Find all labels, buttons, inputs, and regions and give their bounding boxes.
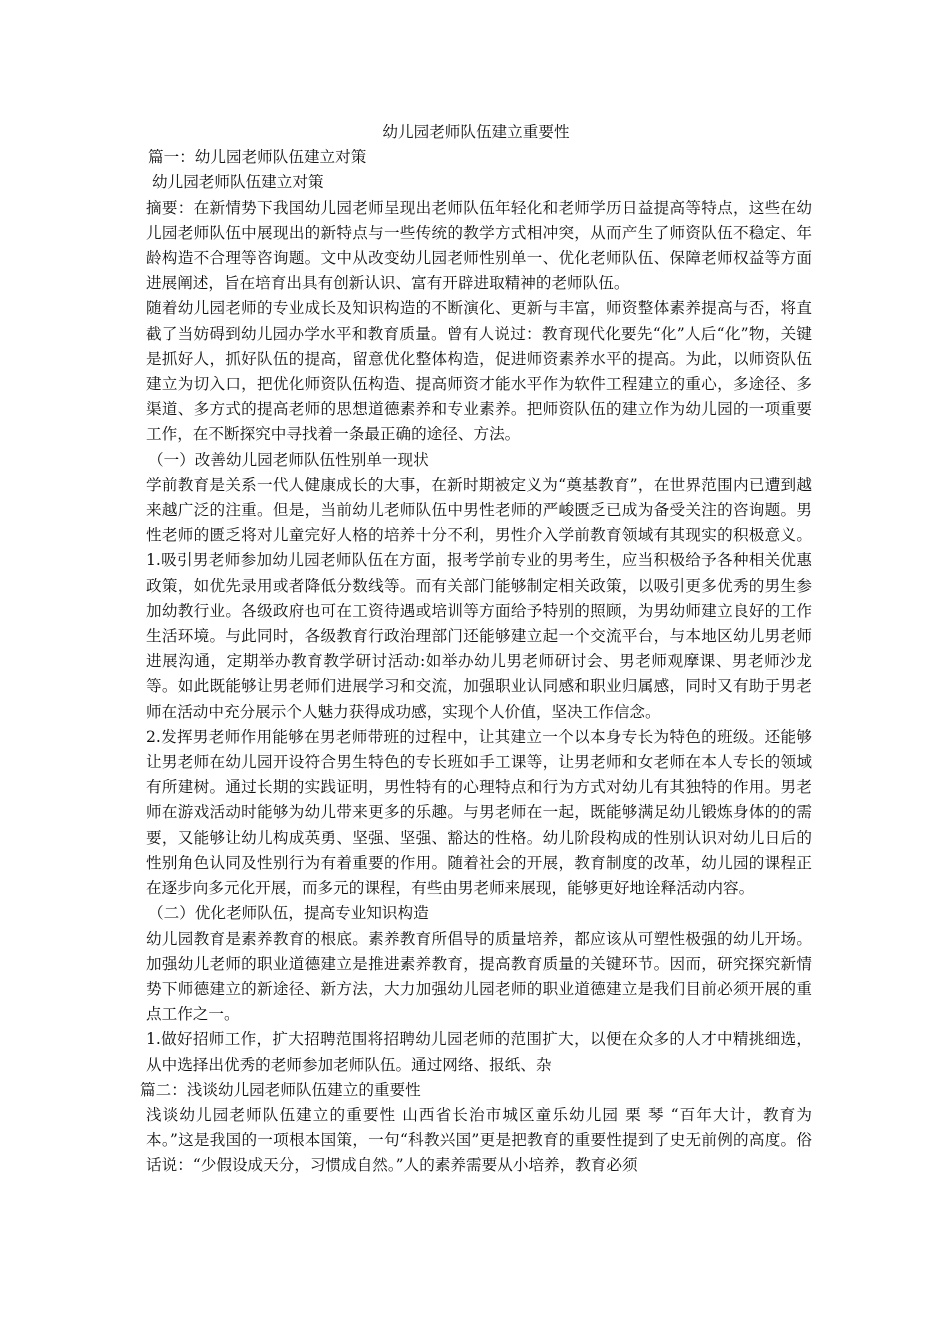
body-paragraph: 浅谈幼儿园老师队伍建立的重要性 山西省长治市城区童乐幼儿园 栗 琴 “百年大计，教育为本。”这是我国的一项根本国策，一句“科教兴国”更是把教育的重要性提到了史无前例的高度。俗话说：“少假设成天分，习惯成自然。”人的素养需要从小培养，教育必须 — [146, 1105, 812, 1175]
article-title: 幼儿园老师队伍建立对策 — [152, 173, 324, 192]
subsection-heading-two: （二）优化老师队伍，提高专业知识构造 — [148, 904, 429, 923]
body-paragraph: 学前教育是关系一代人健康成长的大事，在新时期被定义为“奠基教育”，在世界范围内已遭到越来越广泛的注重。但是，当前幼儿老师队伍中男性老师的严峻匮乏已成为备受关注的咨询题。男性老师的匮乏将对儿童完好人格的培养十分不利，男性介入学前教育领域有其现实的积极意义。 1.吸引男老师参加幼儿园老师队伍在方面，报考学前专业的男考生，应当积极给予各种相关优惠政策，如优先录用或者降低分数线等。而有关部门能够制定相关政策，以吸引更多优秀的男生参加幼教行业。各级政府也可在工资待遇或培训等方面给予特别的照顾，为男幼师建立良好的工作生活环境。与此同时，各级教育行政治理部门还能够建立起一个交流平台，与本地区幼儿男老师进展沟通，定期举办教育教学研讨活动:如举办幼儿男老师研讨会、男老师观摩课、男老师沙龙等。如此既能够让男老师们进展学习和交流，加强职业认同感和职业归属感，同时又有助于男老师在活动中充分展示个人魅力获得成功感，实现个人价值，坚决工作信念。 — [146, 475, 812, 721]
body-paragraph: 随着幼儿园老师的专业成长及知识构造的不断演化、更新与丰富，师资整体素养提高与否，将直截了当妨碍到幼儿园办学水平和教育质量。曾有人说过：教育现代化要先“化”人后“化”物，关键是抓好人，抓好队伍的提高，留意优化整体构造，促进师资素养水平的提高。为此，以师资队伍建立为切入口，把优化师资队伍构造、提高师资才能水平作为软件工程建立的重心，多途径、多渠道、多方式的提高老师的思想道德素养和专业素养。把师资队伍的建立作为幼儿园的一项重要工作，在不断探究中寻找着一条最正确的途径、方法。 — [146, 299, 812, 444]
document-page — [140, 120, 812, 1179]
document-title: 幼儿园老师队伍建立重要性 — [382, 123, 570, 141]
abstract-paragraph: 摘要：在新情势下我国幼儿园老师呈现出老师队伍年轻化和老师学历日益提高等特点，这些在幼儿园老师队伍中展现出的新特点与一些传统的教学方式相冲突，从而产生了师资队伍不稳定、年龄构造不合理等咨询题。文中从改变幼儿园老师性别单一、优化老师队伍、保障老师权益等方面进展阐述，旨在培育出具有创新认识、富有开辟进取精神的老师队伍。 — [146, 198, 812, 293]
body-paragraph: 幼儿园教育是素养教育的根底。素养教育所倡导的质量培养，都应该从可塑性极强的幼儿开场。加强幼儿老师的职业道德建立是推进素养教育，提高教育质量的关键环节。因而，研究探究新情势下师德建立的新途径、新方法，大力加强幼儿园老师的职业道德建立是我们目前必须开展的重点工作之一。 — [146, 929, 812, 1024]
section-heading-one: 篇一：幼儿园老师队伍建立对策 — [148, 148, 367, 167]
section-heading-two: 篇二：浅谈幼儿园老师队伍建立的重要性 — [140, 1080, 421, 1099]
body-paragraph: 2.发挥男老师作用能够在男老师带班的过程中，让其建立一个以本身专长为特色的班级。还能够让男老师在幼儿园开设符合男生特色的专长班如手工课等，让男老师和女老师在本人专长的领域有所建树。通过长期的实践证明，男性特有的心理特点和行为方式对幼儿有其独特的作用。男老师在游戏活动时能够为幼儿带来更多的乐趣。与男老师在一起，既能够满足幼儿锻炼身体的的需要，又能够让幼儿构成英勇、坚强、坚强、豁达的性格。幼儿阶段构成的性别认识对幼儿日后的性别角色认同及性别行为有着重要的作用。随着社会的开展，教育制度的改革，幼儿园的课程正在逐步向多元化开展，而多元的课程，有些由男老师来展现，能够更好地诠释活动内容。 — [146, 727, 812, 898]
subsection-heading-one: （一）改善幼儿园老师队伍性别单一现状 — [148, 450, 429, 469]
body-paragraph: 1.做好招师工作，扩大招聘范围将招聘幼儿园老师的范围扩大，以便在众多的人才中精挑细选，从中选择出优秀的老师参加老师队伍。通过网络、报纸、杂 — [146, 1030, 812, 1074]
